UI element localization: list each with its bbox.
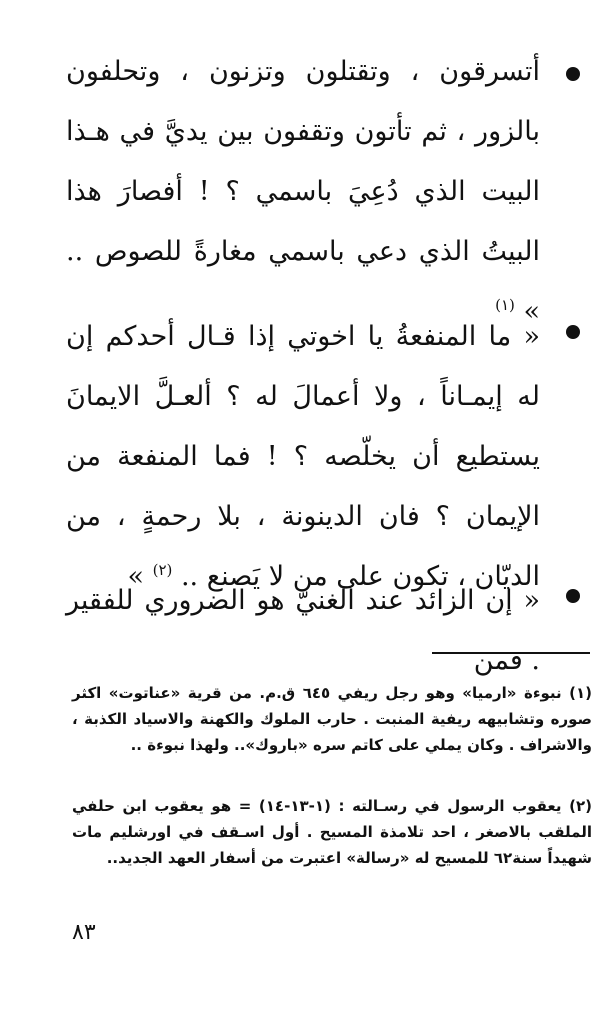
quote-paragraph-1 [66, 42, 540, 342]
closing-quote-mark: » [127, 561, 144, 592]
footnote-2: (٢) يعقوب الرسول في رسـالته : (١-١٣-١٤) = هو يعقوب ابن حلفي الملقب بالاصغر ، احد تلامذة المسيح . أول اسـقف في اورشليم مات شهيداً سنة٦٢ للمسيح له «رسالة» اعتبرت من أسفار العهد الجديد.. [72, 797, 592, 867]
footnote-ref: (٢) [152, 561, 173, 579]
quote-paragraph-2 [66, 307, 540, 607]
bullet-icon [566, 325, 580, 339]
footnote-ref: (١) [495, 296, 515, 314]
bullet-icon [566, 589, 580, 603]
bullet-icon [566, 67, 580, 81]
quote-text: أتسرقون ، وتقتلون وتزنون ، وتحلفون بالزور ، ثم تأتون وتقفون بين يديَّ في هـذا البيت الذي دُعِيَ باسمي ؟ ! أفصارَ هذا البيتُ الذي دعي باسمي مغارةً للصوص .. » [66, 56, 540, 327]
footnote-1: (١) نبوءة «ارميا» وهو رجل ريفي ٦٤٥ ق.م. من قرية «عناتوت» اكثر صوره وتشابيهه ريفية المنبت . حارب الملوك والكهنة والاسياد الكذبة ، والاشراف . وكان يملي على كاتم سره «باروك».. ولهذا نبوءة .. [72, 684, 592, 754]
quote-text: « إن الزائد عند الغنيّ هو الضروري للفقير . فمن [66, 585, 540, 676]
page-number: ٨٣ [72, 920, 96, 945]
quote-paragraph-3 [66, 571, 540, 691]
footnote-separator [432, 652, 590, 654]
quote-text: « ما المنفعةُ يا اخوتي إذا قـال أحدكم إن له إيمـاناً ، ولا أعمالَ له ؟ ألعـلَّ الايمانَ يستطيع أن يخلّصه ؟ ! فما المنفعة من الإيمان ؟ فان الدينونة ، بلا رحمةٍ ، من الديّان ، تكون على من لا يَصنع .. [66, 321, 540, 592]
